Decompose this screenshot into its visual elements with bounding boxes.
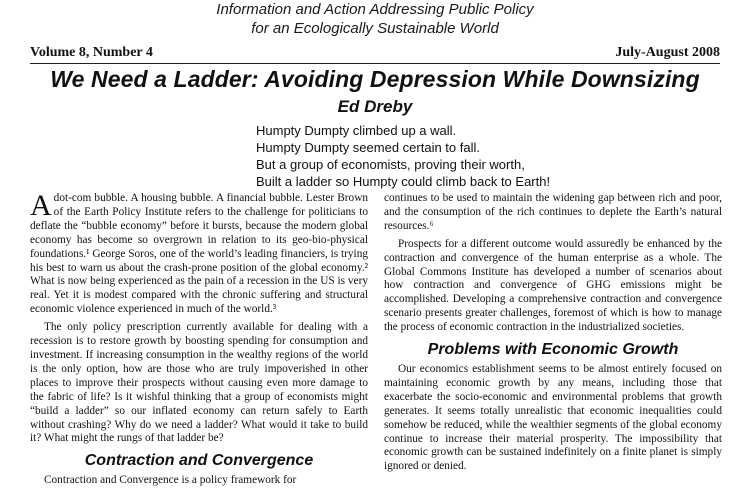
volume-number: Volume 8, Number 4 (30, 45, 153, 60)
paragraph-text: dot-com bubble. A housing bubble. A financial bubble. Lester Brown of the Earth Policy Institute refers to the challenge for politicians to deflate the “bubble economy” before it bursts, because the modern global economy has become so overgrown in relation to its geo-bio-physical foundations.¹ George Soros, one of the world’s leading financiers, is trying his best to warn us about the crash-prone position of the global economy.² What is now being experienced as the pain of a recession in the US is very real. Yet it is modest compared with the chronic suffering and structural economic violence experienced in much of the world.³ (30, 192, 368, 316)
poem-line: Humpty Dumpty seemed certain to fall. (256, 140, 480, 155)
paragraph: Prospects for a different outcome would assuredly be enhanced by the contraction and convergence of the human enterprise as a whole. The Global Commons Institute has developed a number of scenarios about how contraction and convergence of GHG emissions might be accomplished. Developing a comprehensive contraction and convergence scenario presents greater challenges, foremost of which is how to manage the process of economic contraction in the industrialized societies. (384, 237, 722, 334)
poem-line: But a group of economists, proving their worth, (256, 157, 525, 172)
issue-date: July-August 2008 (615, 45, 720, 60)
body-column-left (30, 189, 368, 488)
poem-line: Humpty Dumpty climbed up a wall. (256, 123, 457, 138)
poem-line: Built a ladder so Humpty could climb back to Earth! (256, 174, 551, 189)
drop-cap: A (30, 189, 52, 222)
section-heading: Problems with Economic Growth (427, 341, 679, 359)
masthead-tagline-line2: for an Ecologically Sustainable World (251, 20, 499, 37)
section-heading: Contraction and Convergence (84, 452, 314, 470)
paragraph: continues to be used to maintain the widening gap between rich and poor, and the consumption of the rich continues to deplete the Earth’s natural resources.⁶ (384, 192, 722, 232)
article-author: Ed Dreby (337, 97, 413, 116)
paragraph (30, 189, 368, 317)
paragraph: Contraction and Convergence is a policy framework for (44, 474, 297, 487)
paragraph: Our economics establishment seems to be almost entirely focused on maintaining economic growth by any means, including those that exacerbate the socio-economic and environmental problems that growth generates. It seems totally unrealistic that economic inequalities could somehow be reduced, while the wealthier segments of the global economy continue to increase their material prosperity. The impossibility that economic growth can be sustained indefinitely on a finite planet is simply ignored or denied. (384, 362, 722, 473)
header-divider (30, 63, 720, 64)
article-title: We Need a Ladder: Avoiding Depression While Downsizing (50, 66, 700, 92)
body-column-right (384, 192, 722, 474)
paragraph: The only policy prescription currently available for dealing with a recession is to restore growth by boosting spending for consumption and investment. If increasing consumption in the wealthy regions of the world is the only option, how are those who are truly impoverished in other places to improve their prospects without causing even more damage to the fabric of life? Is it wishful thinking that a group of economists might “build a ladder” so our inflated economy can return safely to Earth without crashing? Why do we need a ladder? What would it take to build it? What might the rungs of that ladder be? (30, 321, 368, 445)
epigraph-poem (256, 122, 550, 190)
masthead-tagline-line1: Information and Action Addressing Public Policy (216, 1, 534, 18)
issue-info-bar (30, 45, 720, 61)
